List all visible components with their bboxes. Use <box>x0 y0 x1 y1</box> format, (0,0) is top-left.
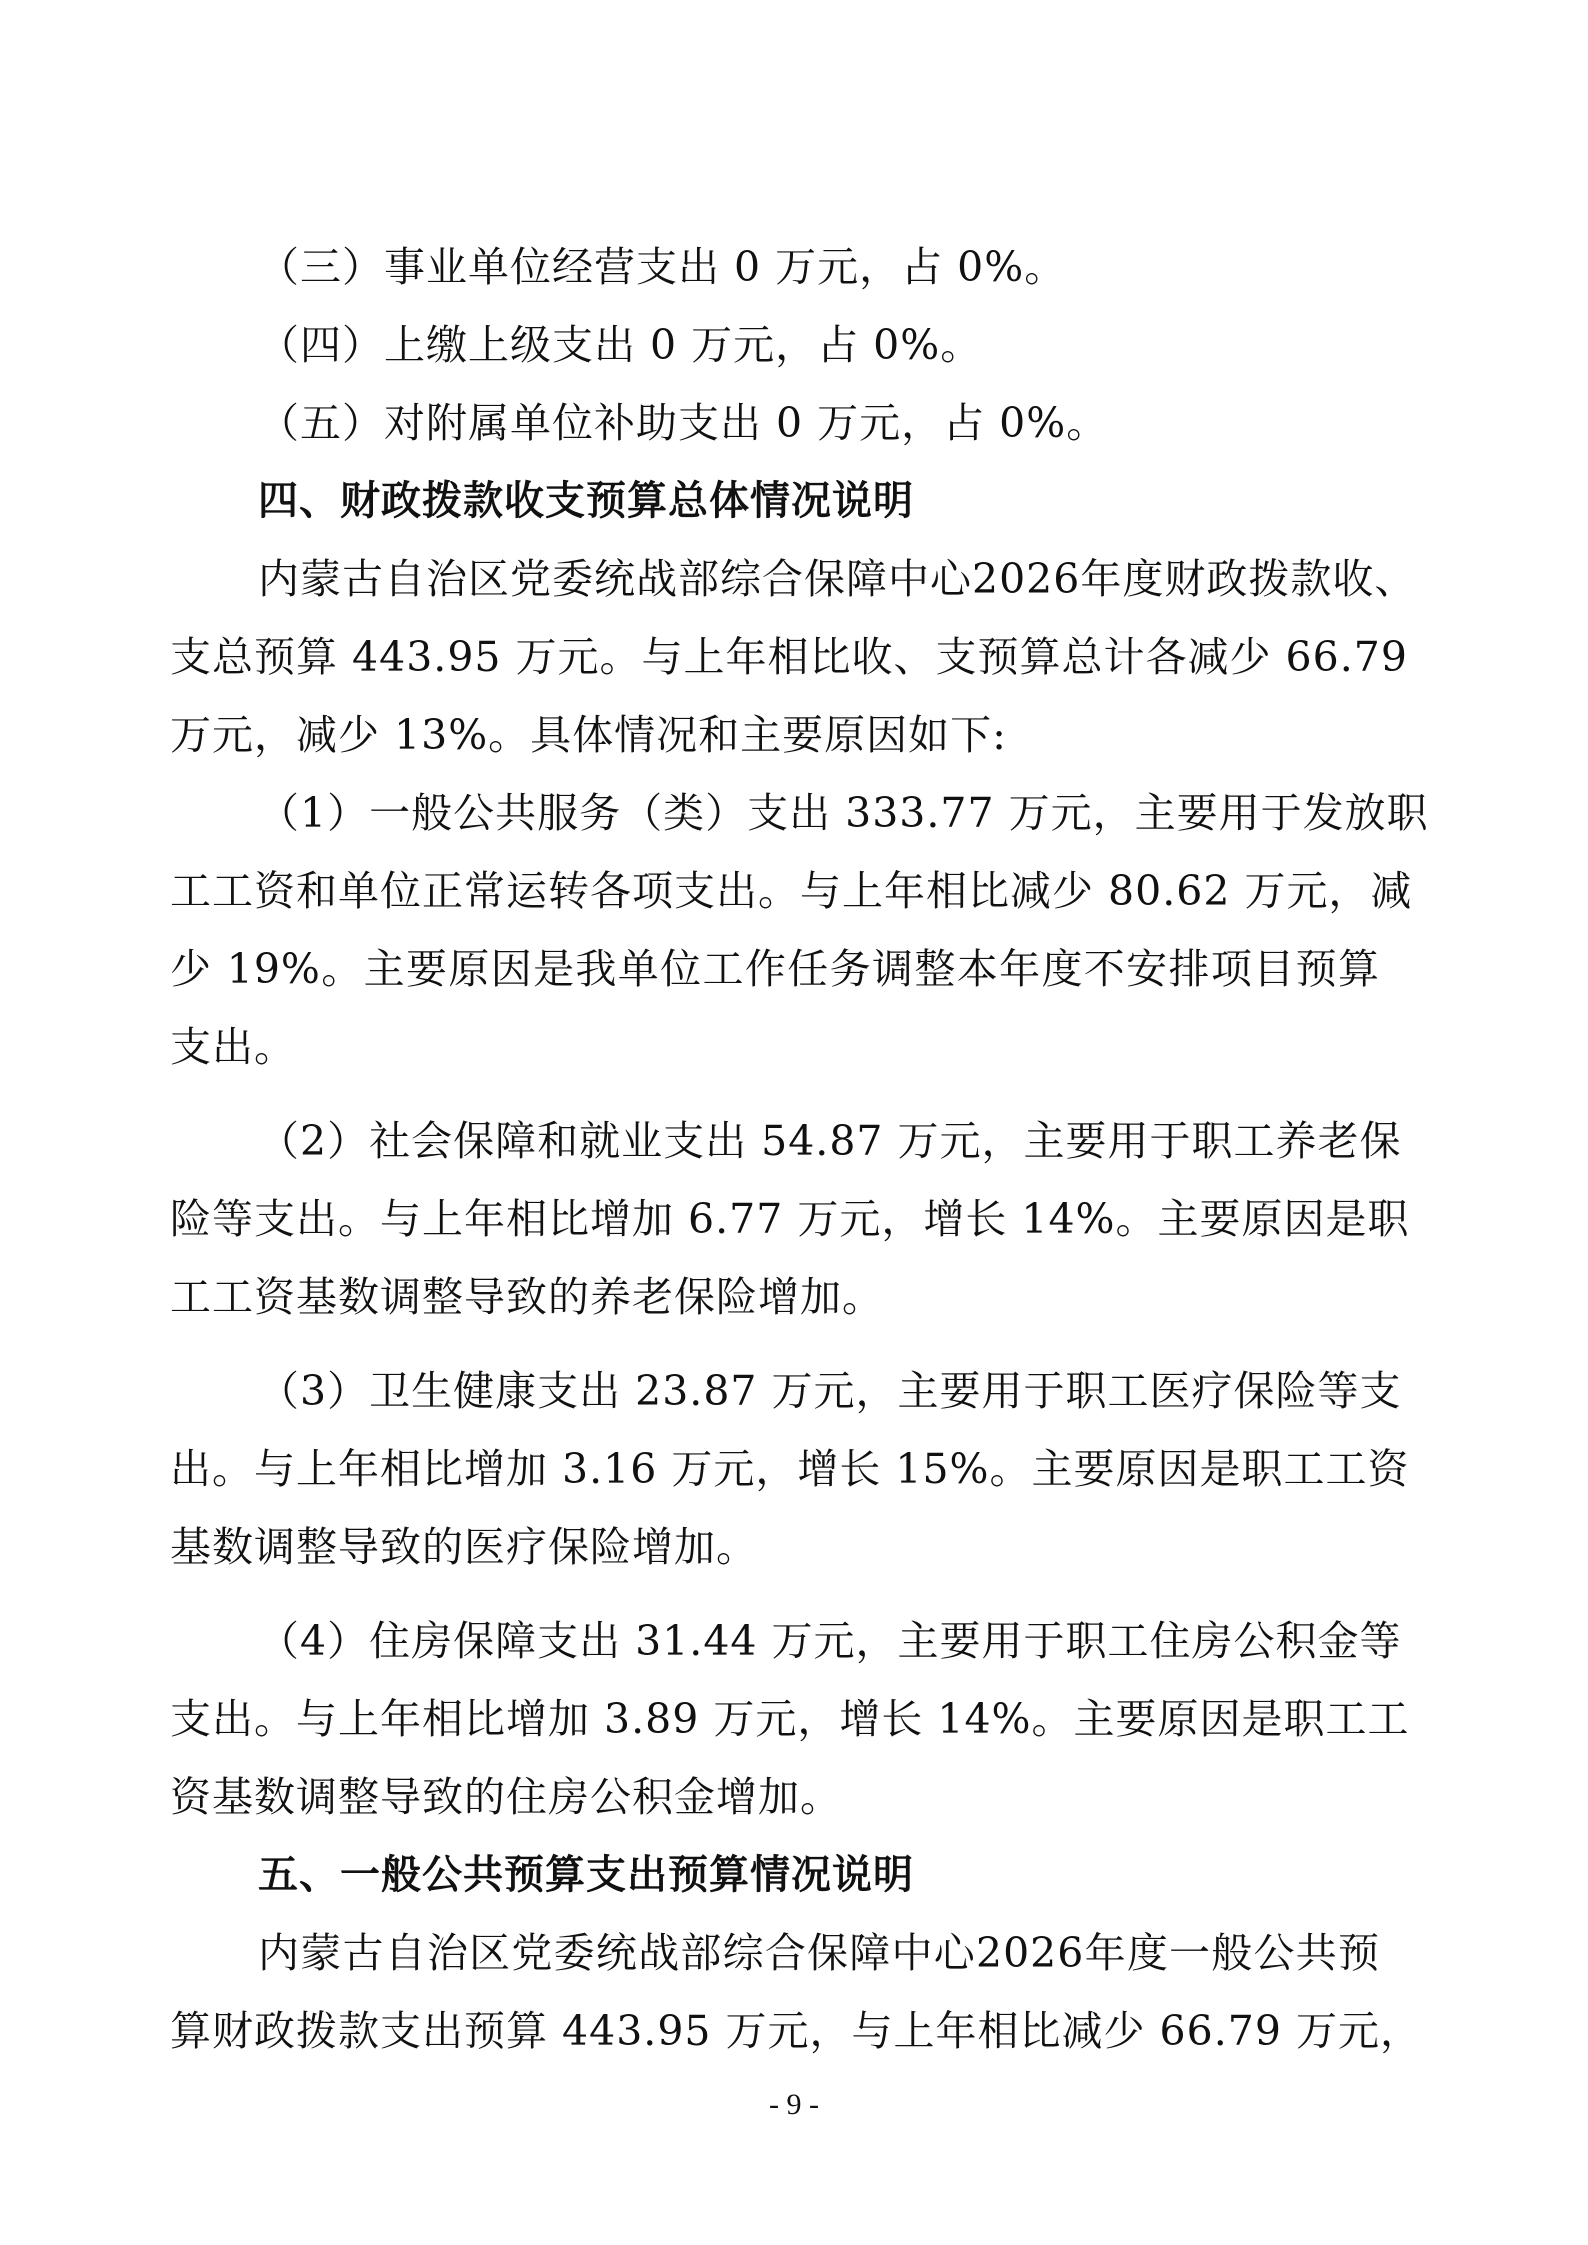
text-line: （1）一般公共服务（类）支出 333.77 万元，主要用于发放职 <box>258 789 1429 837</box>
text-line: 工工资和单位正常运转各项支出。与上年相比减少 80.62 万元，减 <box>170 867 1413 915</box>
section-5-intro <box>170 1914 1422 2070</box>
text-line: 支出。 <box>170 1023 296 1071</box>
item-business-expense: （三）事业单位经营支出 0 万元，占 0%。 <box>258 243 1067 291</box>
text-line: 少 19%。主要原因是我单位工作任务调整本年度不安排项目预算 <box>170 945 1380 993</box>
paragraph-social-security <box>170 1102 1410 1336</box>
item-subsidiary-subsidy: （五）对附属单位补助支出 0 万元，占 0%。 <box>258 399 1109 447</box>
text-line: （4）住房保障支出 31.44 万元，主要用于职工住房公积金等 <box>258 1617 1402 1665</box>
document-body <box>170 228 1429 2070</box>
text-line: 资基数调整导致的住房公积金增加。 <box>170 1773 842 1821</box>
section-5-heading: 五、一般公共预算支出预算情况说明 <box>258 1852 914 1898</box>
text-line: 内蒙古自治区党委统战部综合保障中心2026年度一般公共预 <box>258 1929 1380 1977</box>
text-line: 内蒙古自治区党委统战部综合保障中心2026年度财政拨款收、 <box>258 555 1417 603</box>
item-upper-level-expense: （四）上缴上级支出 0 万元，占 0%。 <box>258 321 983 369</box>
text-line: （3）卫生健康支出 23.87 万元，主要用于职工医疗保险等支 <box>258 1367 1402 1415</box>
text-line: 基数调整导致的医疗保险增加。 <box>170 1523 758 1571</box>
text-line: 险等支出。与上年相比增加 6.77 万元，增长 14%。主要原因是职 <box>170 1195 1410 1243</box>
page-number: - 9 - <box>769 2088 819 2121</box>
text-line: 出。与上年相比增加 3.16 万元，增长 15%。主要原因是职工工资 <box>170 1445 1410 1493</box>
paragraph-health <box>170 1352 1410 1586</box>
text-line: 工工资基数调整导致的养老保险增加。 <box>170 1273 884 1321</box>
paragraph-general-public-service <box>170 774 1429 1086</box>
text-line: 算财政拨款支出预算 443.95 万元，与上年相比减少 66.79 万元， <box>170 2007 1422 2055</box>
text-line: 万元，减少 13%。具体情况和主要原因如下: <box>170 711 1007 759</box>
paragraph-housing <box>170 1602 1410 1836</box>
section-4-intro <box>170 540 1417 774</box>
text-line: 支总预算 443.95 万元。与上年相比收、支预算总计各减少 66.79 <box>170 633 1408 681</box>
section-4-heading: 四、财政拨款收支预算总体情况说明 <box>258 478 914 524</box>
text-line: （2）社会保障和就业支出 54.87 万元，主要用于职工养老保 <box>258 1117 1402 1165</box>
text-line: 支出。与上年相比增加 3.89 万元，增长 14%。主要原因是职工工 <box>170 1695 1410 1743</box>
